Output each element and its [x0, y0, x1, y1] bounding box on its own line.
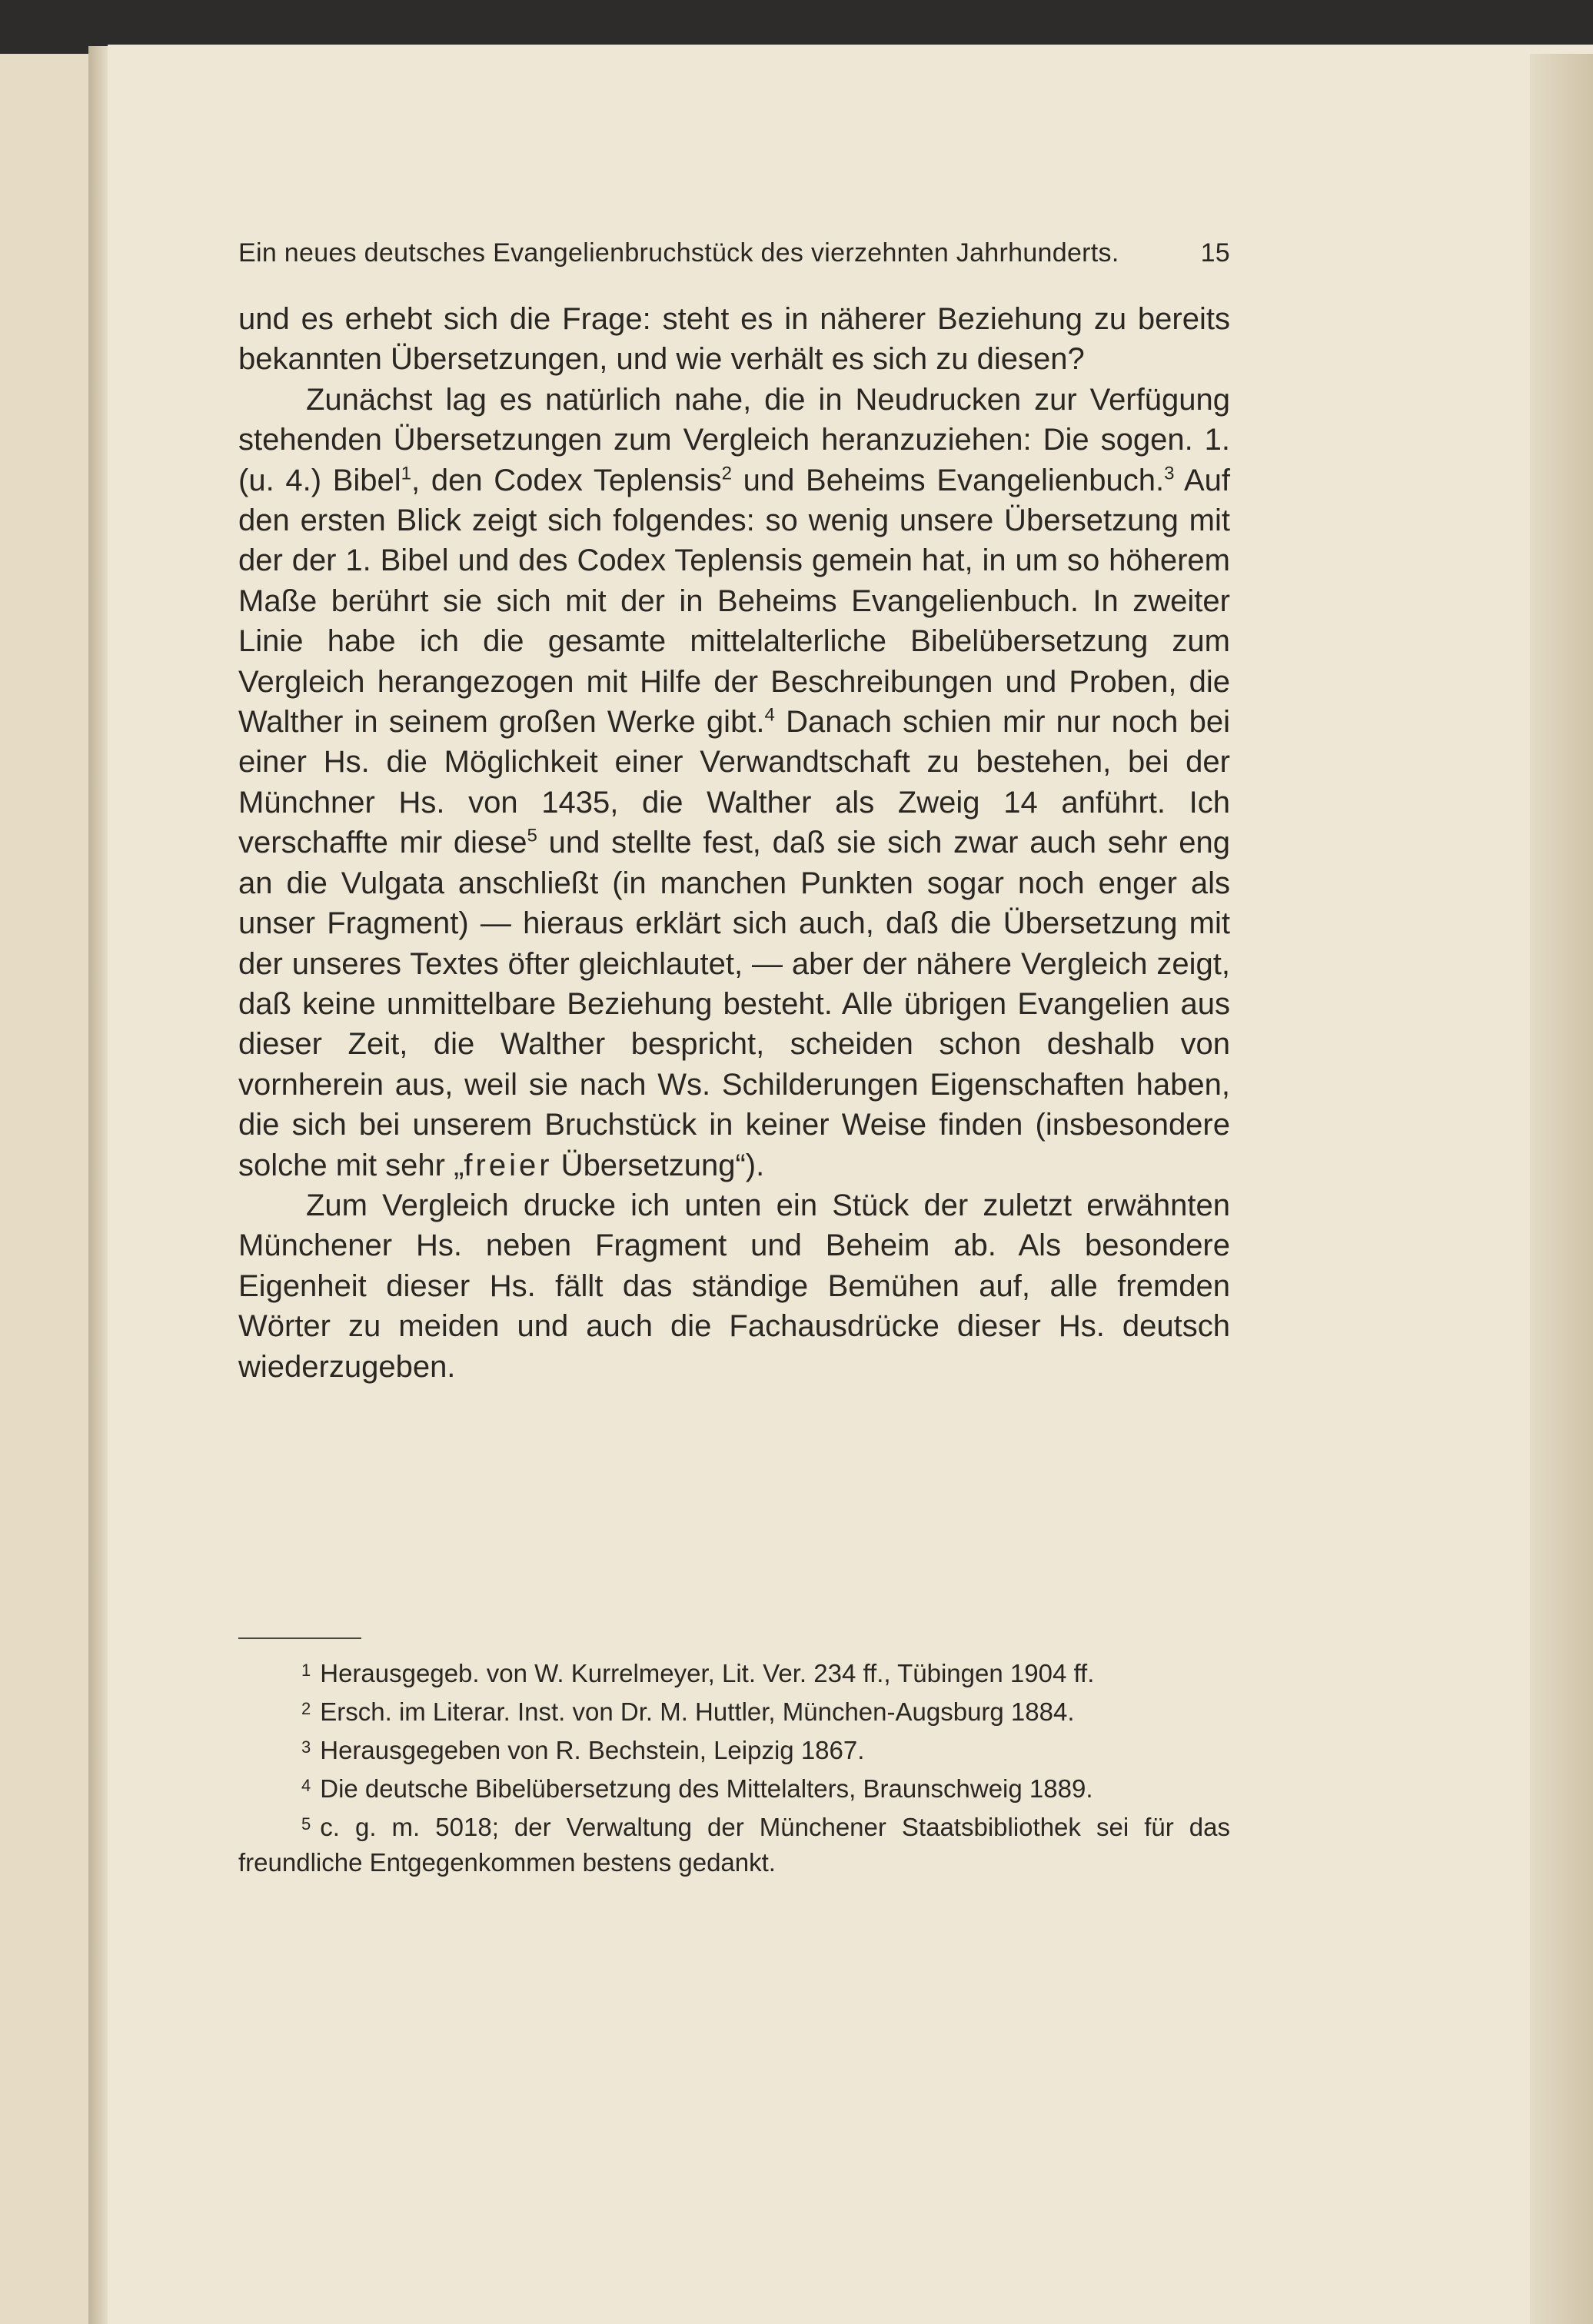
body-text — [238, 299, 1230, 1387]
spaced-emphasis: freier — [464, 1148, 553, 1182]
page-right-edge — [1530, 54, 1593, 2324]
footnote-1: $^1$ Herausgegeb. von W. Kurrelmeyer, Lit. Ver. 234 ff., Tübingen 1904 ff. — [301, 1658, 1095, 1687]
footnotes — [238, 1653, 1230, 1880]
footnote-ref-1[interactable]: 1 — [401, 463, 412, 484]
footnote-2: $^2$ Ersch. im Literar. Inst. von Dr. M. Huttler, München-Augsburg 1884. — [301, 1697, 1075, 1726]
footnote-ref-5[interactable]: 5 — [527, 825, 537, 846]
facing-page-edge — [0, 54, 88, 2324]
paragraph-1: und es erhebt sich die Frage: steht es in näherer Beziehung zu bereits bekannten Übersetzungen, und wie verhält es sich zu diesen? — [238, 302, 1230, 377]
paragraph-3: Zum Vergleich drucke ich unten ein Stück der zuletzt erwähnten Münchener Hs. neben Fragment und Beheim ab. Als besondere Eigenheit dieser Hs. fällt das ständige Bemühen auf, alle fremden Wörter zu meiden und auch die Fachausdrücke dieser Hs. deutsch wiederzugeben. — [238, 1188, 1230, 1384]
book-spine-gutter — [88, 46, 110, 2324]
footnote-separator — [238, 1637, 361, 1639]
page-content — [238, 238, 1230, 1880]
footnote-3: $^3$ Herausgegeben von R. Bechstein, Leipzig 1867. — [301, 1735, 865, 1764]
page-number: 15 — [1200, 238, 1230, 268]
running-head — [238, 238, 1230, 268]
footnote-5: $^5$ c. g. m. 5018; der Verwaltung der Münchener Staatsbibliothek sei für das freundliche Entgegenkommen bestens gedankt. — [238, 1812, 1230, 1877]
footnote-ref-2[interactable]: 2 — [721, 463, 732, 484]
running-head-title: Ein neues deutsches Evangelienbruchstück des vierzehnten Jahrhunderts. — [238, 238, 1119, 268]
paragraph-2: Zunächst lag es natürlich nahe, die in Neudrucken zur Verfügung stehenden Übersetzungen zum Vergleich heranzuziehen: Die sogen. 1. (u. 4.) Bibel$^1$, den Codex Teplensis$^2$ und Beheims Evangelienbuch.$^3$ Auf den ersten Blick zeigt sich folgendes: so wenig unsere Übersetzung mit der der 1. Bibel und des Codex Teplensis gemein hat, in um so höherem Maße berührt sie sich mit der in Beheims Evangelienbuch. In zweiter Linie habe ich die gesamte mittelalterliche Bibelübersetzung zum Vergleich herangezogen mit Hilfe der Beschreibungen und Proben, die Walther in seinem großen Werke gibt.$^4$ Danach schien mir nur noch bei einer Hs. die Möglichkeit einer Verwandtschaft zu bestehen, bei der Münchner Hs. von 1435, die Walther als Zweig 14 anführt. Ich verschaffte mir diese$^5$ und stellte fest, daß sie sich zwar auch sehr eng an die Vulgata anschließt (in manchen Punkten sogar noch enger als unser Fragment) — hieraus erklärt sich auch, daß die Übersetzung mit der unseres Textes öfter gleichlautet, — aber der nähere Vergleich zeigt, daß keine unmittelbare Beziehung besteht. Alle übrigen Evangelien aus dieser Zeit, die Walther bespricht, scheiden schon deshalb von vornherein aus, weil sie nach Ws. Schilderungen Eigenschaften haben, die sich bei unserem Bruchstück in keiner Weise finden (insbesondere solche mit sehr „freier Übersetzung“). — [238, 382, 1231, 1182]
footnote-ref-3[interactable]: 3 — [1164, 463, 1175, 484]
footnote-ref-4[interactable]: 4 — [764, 704, 775, 726]
footnote-4: $^4$ Die deutsche Bibelübersetzung des Mittelalters, Braunschweig 1889. — [301, 1774, 1093, 1803]
